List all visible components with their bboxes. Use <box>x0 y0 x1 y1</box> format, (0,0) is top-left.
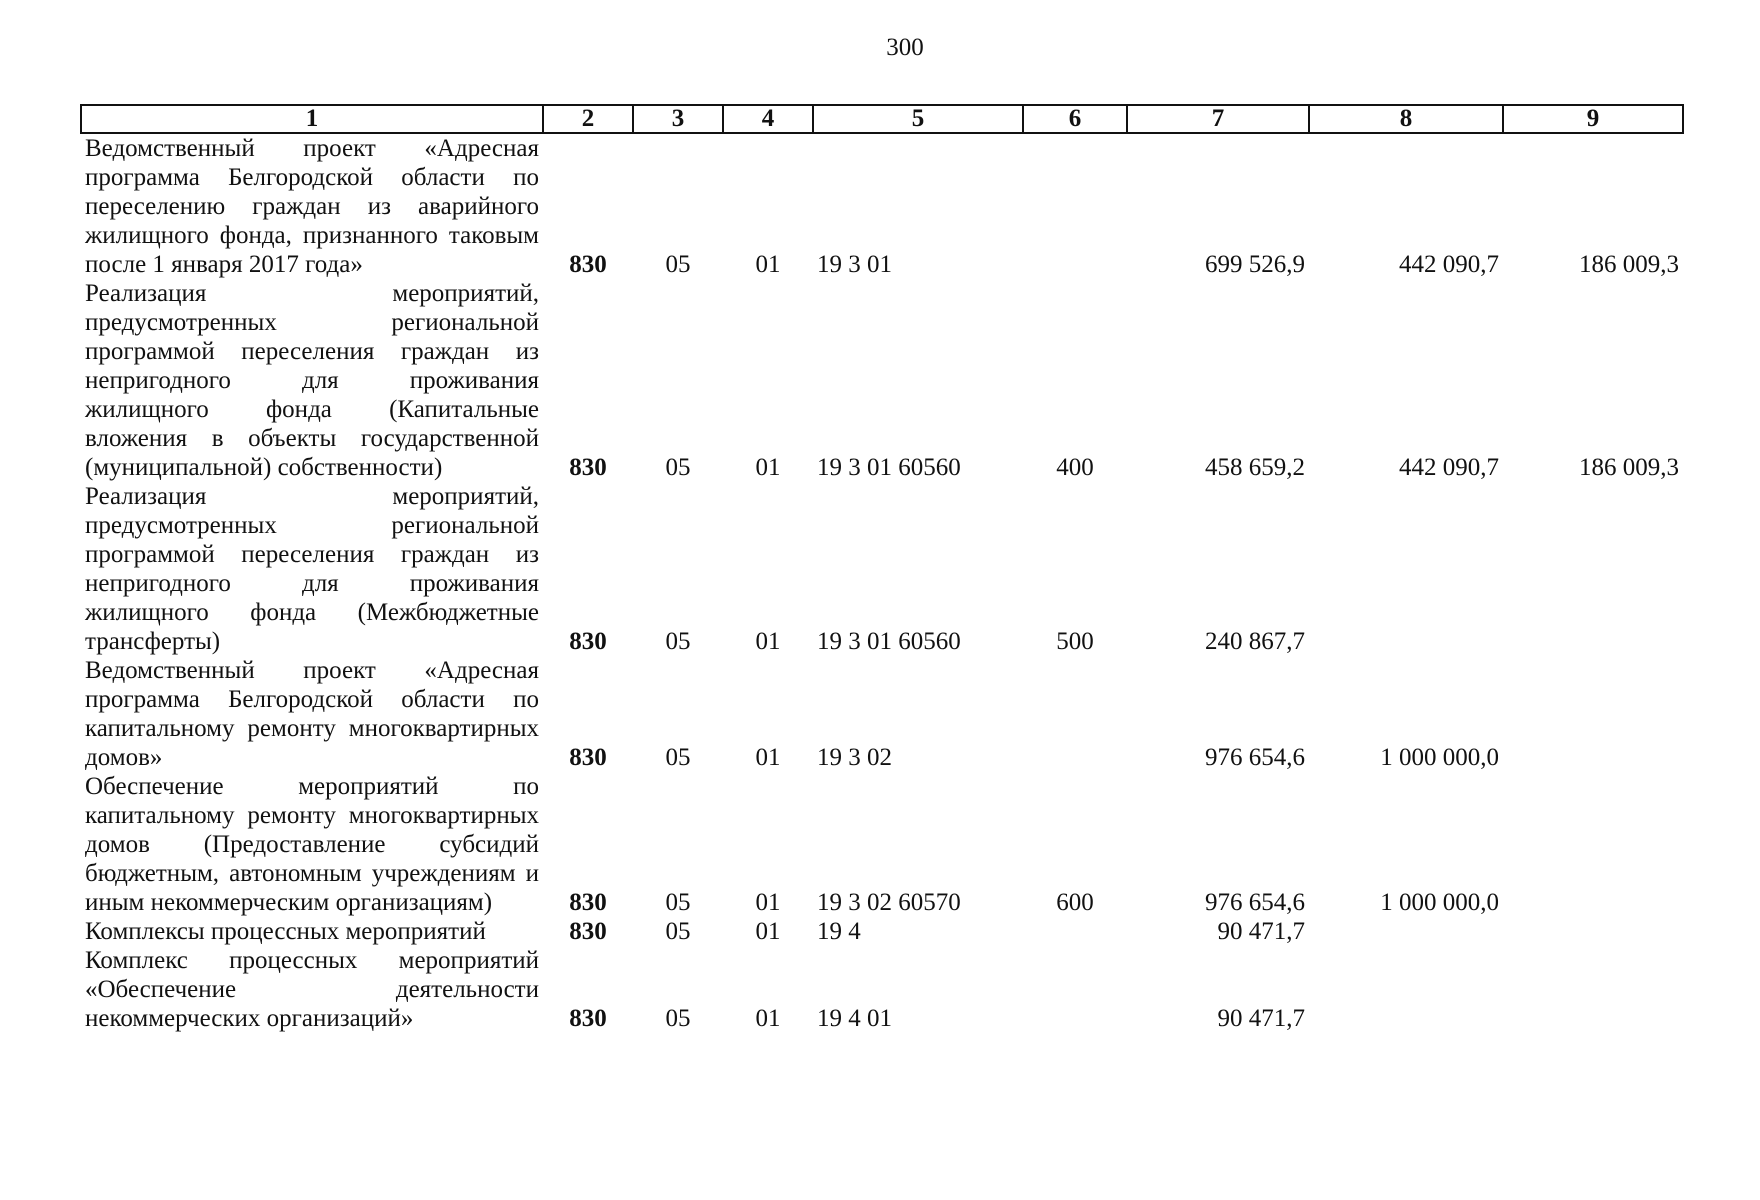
cell-col-6: 400 <box>1056 454 1094 481</box>
cell-col-4: 01 <box>755 454 781 481</box>
row-name: Комплексы процессных мероприятий <box>85 918 486 945</box>
cell-col-2: 830 <box>569 454 607 481</box>
cell-col-8: 1 000 000,0 <box>1380 744 1499 771</box>
cell-col-6 <box>1023 133 1127 279</box>
cell-col-6: 600 <box>1056 889 1094 916</box>
cell-col-4: 01 <box>755 628 781 655</box>
cell-col-2: 830 <box>569 744 607 771</box>
cell-col-7: 458 659,2 <box>1205 454 1305 481</box>
row-name: Ведомственный проект «Адресная программа Белгородской области по капитальному ремонту многоквартирных домов» <box>85 657 539 771</box>
cell-col-6 <box>1023 656 1127 772</box>
header-col-1: 1 <box>81 105 543 133</box>
cell-col-2: 830 <box>569 1005 607 1032</box>
cell-col-7: 699 526,9 <box>1205 251 1305 278</box>
table-row <box>81 279 1683 482</box>
cell-col-2: 830 <box>569 628 607 655</box>
header-col-9: 9 <box>1503 105 1683 133</box>
cell-col-7: 240 867,7 <box>1205 628 1305 655</box>
cell-col-8 <box>1309 917 1503 946</box>
header-row <box>81 105 1683 133</box>
cell-col-3: 05 <box>665 251 691 278</box>
cell-col-7: 90 471,7 <box>1217 918 1305 945</box>
cell-col-2: 830 <box>569 889 607 916</box>
cell-col-4: 01 <box>755 918 781 945</box>
row-name: Ведомственный проект «Адресная программа Белгородской области по переселению граждан из аварийного жилищного фонда, признанного таковым после 1 января 2017 года» <box>85 135 539 278</box>
cell-col-3: 05 <box>665 889 691 916</box>
cell-col-9 <box>1503 656 1683 772</box>
cell-col-9 <box>1503 772 1683 917</box>
cell-col-3: 05 <box>665 918 691 945</box>
cell-col-2: 830 <box>569 251 607 278</box>
cell-col-5: 19 3 01 60560 <box>817 454 961 481</box>
header-col-4: 4 <box>723 105 813 133</box>
cell-col-9 <box>1503 917 1683 946</box>
cell-col-9: 186 009,3 <box>1579 454 1679 481</box>
cell-col-3: 05 <box>665 628 691 655</box>
table-row <box>81 133 1683 279</box>
cell-col-4: 01 <box>755 1005 781 1032</box>
cell-col-7: 90 471,7 <box>1217 1005 1305 1032</box>
cell-col-5: 19 4 <box>817 918 861 945</box>
cell-col-8: 442 090,7 <box>1399 251 1499 278</box>
row-name: Обеспечение мероприятий по капитальному ремонту многоквартирных домов (Предоставление субсидий бюджетным, автономным учреждениям и иным некоммерческим организациям) <box>85 773 539 916</box>
cell-col-3: 05 <box>665 744 691 771</box>
cell-col-5: 19 3 01 <box>817 251 892 278</box>
header-col-6: 6 <box>1023 105 1127 133</box>
row-name: Реализация мероприятий, предусмотренных региональной программой переселения граждан из непригодного для проживания жилищного фонда (Капитальные вложения в объекты государственной (муниципальной) собственности) <box>85 280 539 481</box>
cell-col-5: 19 3 02 <box>817 744 892 771</box>
table-row <box>81 656 1683 772</box>
row-name: Реализация мероприятий, предусмотренных региональной программой переселения граждан из непригодного для проживания жилищного фонда (Межбюджетные трансферты) <box>85 483 539 655</box>
cell-col-5: 19 4 01 <box>817 1005 892 1032</box>
table-row <box>81 482 1683 656</box>
table-row <box>81 946 1683 1033</box>
cell-col-7: 976 654,6 <box>1205 744 1305 771</box>
cell-col-7: 976 654,6 <box>1205 889 1305 916</box>
cell-col-9 <box>1503 946 1683 1033</box>
cell-col-3: 05 <box>665 454 691 481</box>
cell-col-6: 500 <box>1056 628 1094 655</box>
cell-col-9 <box>1503 482 1683 656</box>
cell-col-5: 19 3 01 60560 <box>817 628 961 655</box>
header-col-3: 3 <box>633 105 723 133</box>
header-col-5: 5 <box>813 105 1023 133</box>
table-row <box>81 917 1683 946</box>
cell-col-4: 01 <box>755 251 781 278</box>
cell-col-8: 1 000 000,0 <box>1380 889 1499 916</box>
header-col-7: 7 <box>1127 105 1309 133</box>
budget-table <box>80 104 1684 1033</box>
table-row <box>81 772 1683 917</box>
cell-col-8 <box>1309 946 1503 1033</box>
cell-col-9: 186 009,3 <box>1579 251 1679 278</box>
row-name: Комплекс процессных мероприятий «Обеспечение деятельности некоммерческих организаций» <box>85 947 539 1032</box>
cell-col-4: 01 <box>755 889 781 916</box>
cell-col-6 <box>1023 917 1127 946</box>
cell-col-6 <box>1023 946 1127 1033</box>
cell-col-8 <box>1309 482 1503 656</box>
cell-col-5: 19 3 02 60570 <box>817 889 961 916</box>
cell-col-3: 05 <box>665 1005 691 1032</box>
cell-col-2: 830 <box>569 918 607 945</box>
cell-col-8: 442 090,7 <box>1399 454 1499 481</box>
header-col-2: 2 <box>543 105 633 133</box>
header-col-8: 8 <box>1309 105 1503 133</box>
cell-col-4: 01 <box>755 744 781 771</box>
page-number: 300 <box>886 34 924 61</box>
